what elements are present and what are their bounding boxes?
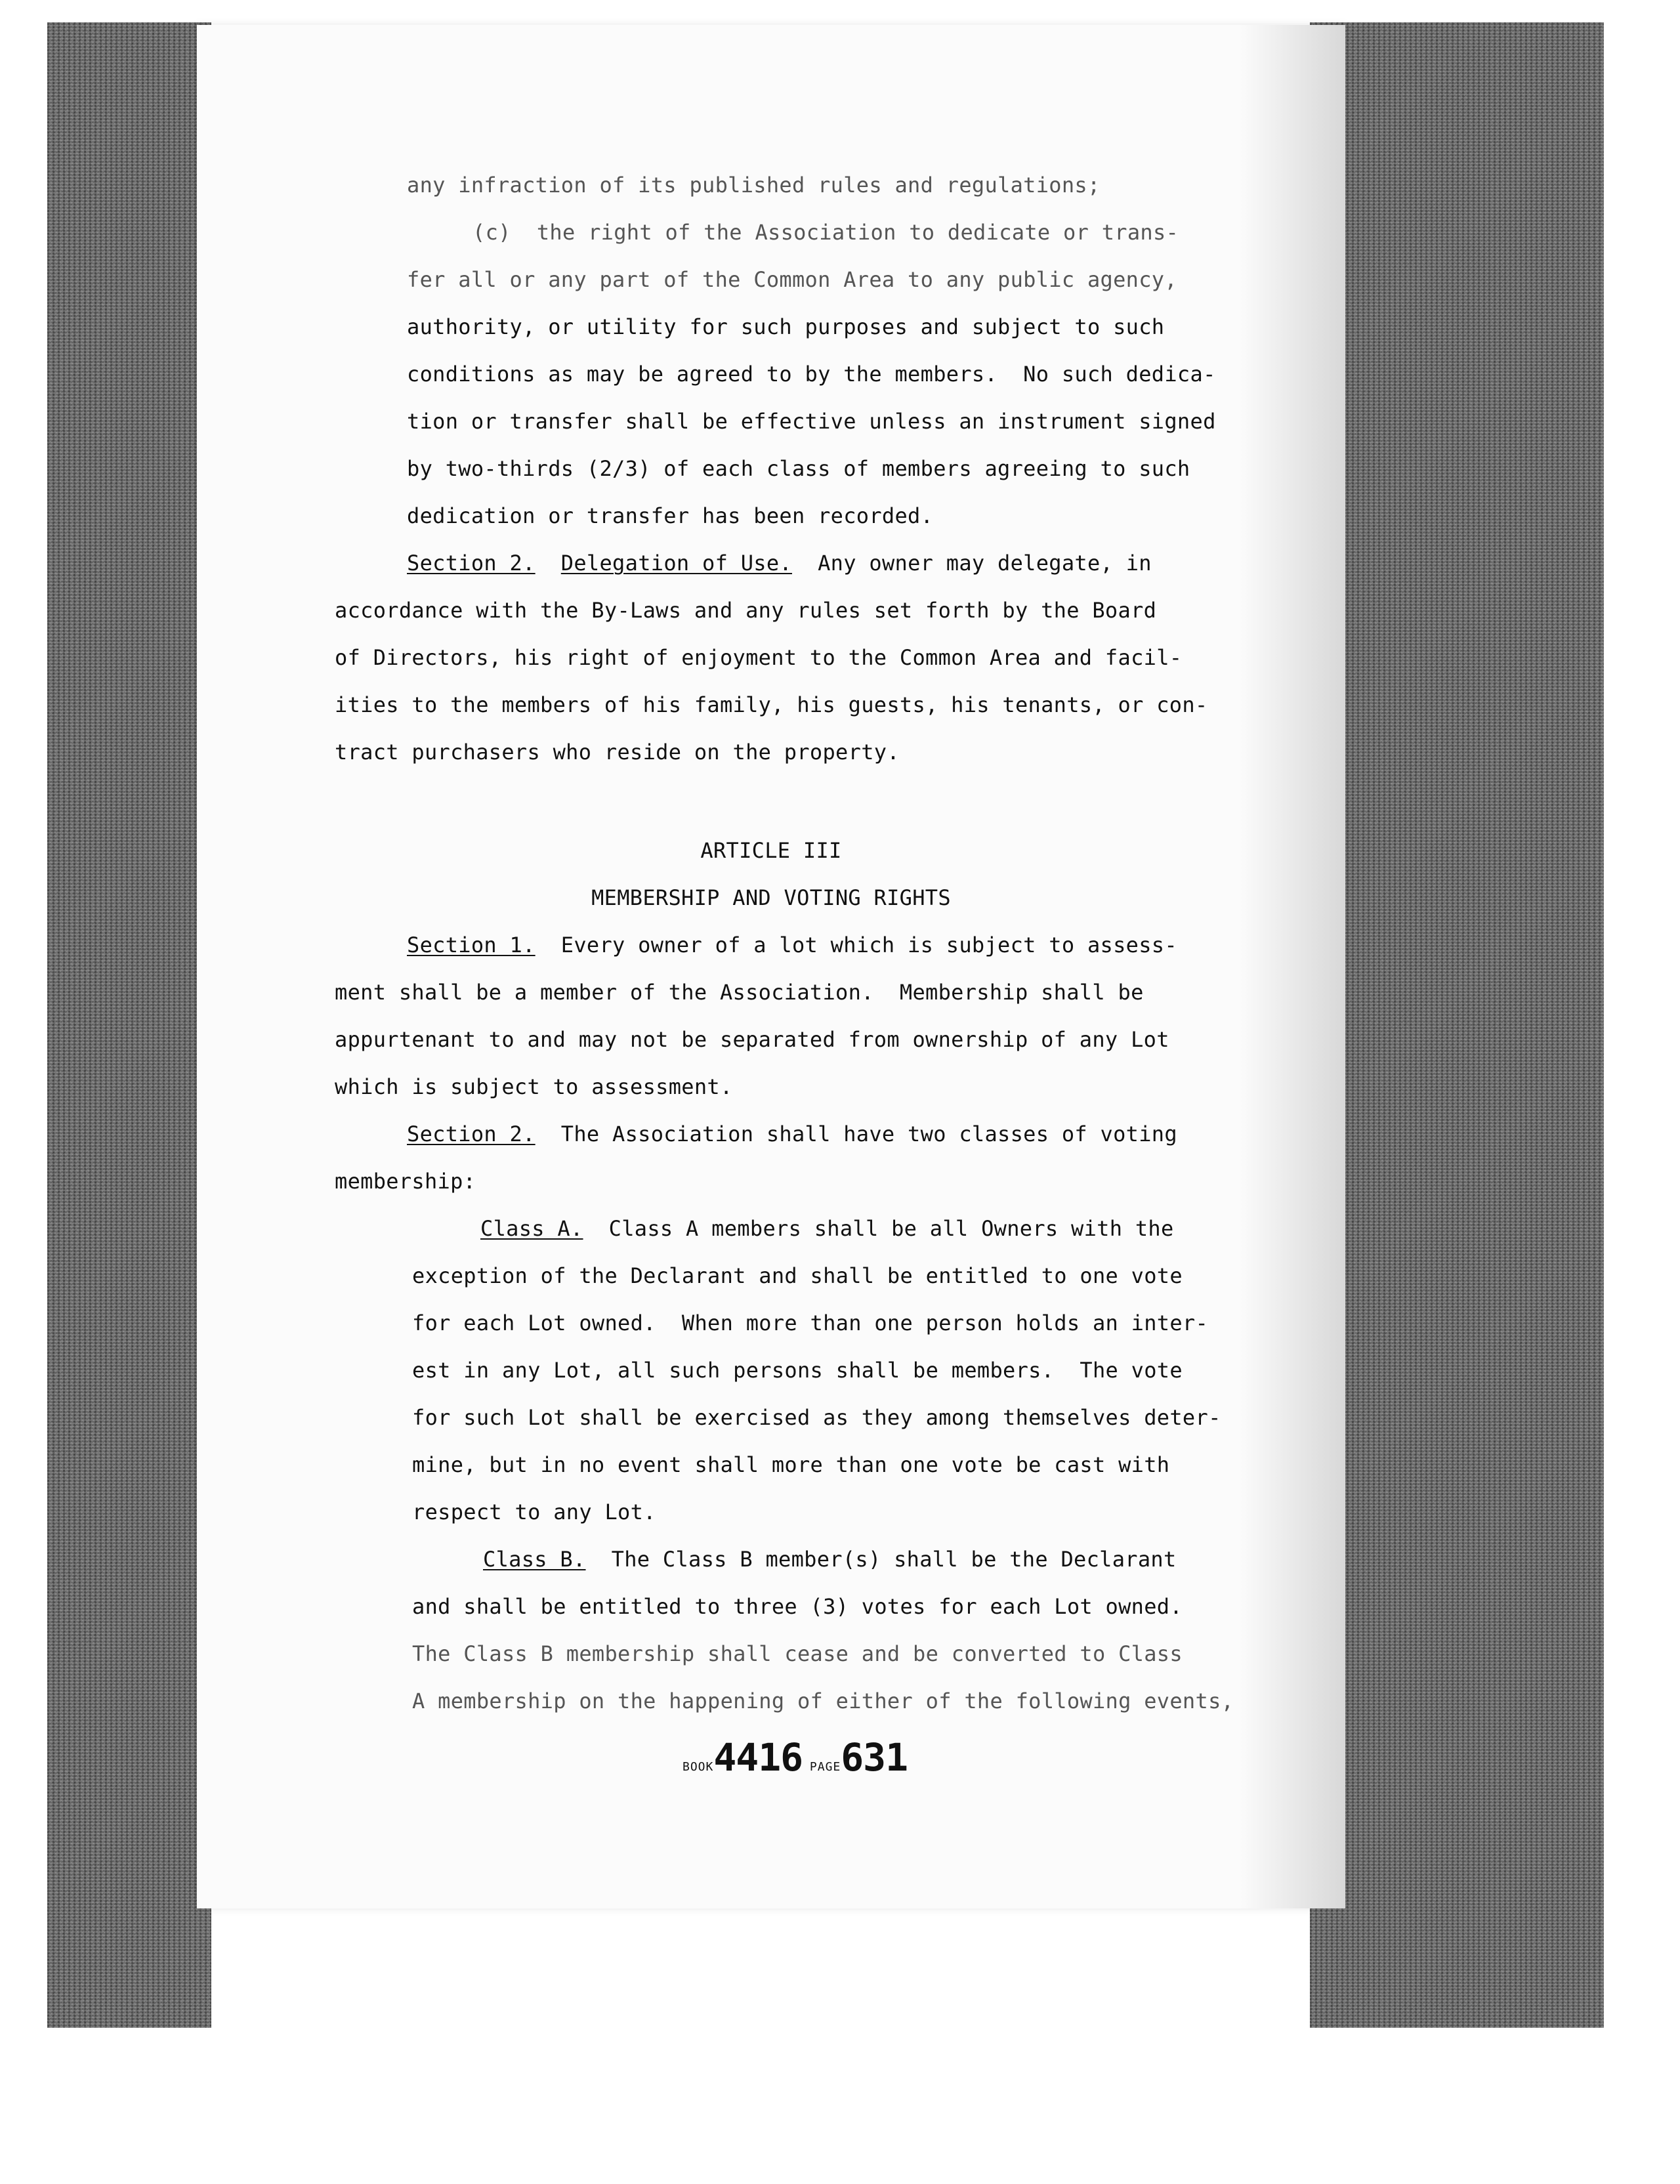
class-b-paragraph-start <box>483 1546 1177 1572</box>
text-line-11: of Directors, his right of enjoyment to the Common Area and facil- <box>335 645 1183 670</box>
text-line-28: respect to any Lot. <box>412 1500 656 1524</box>
section-1-paragraph-start <box>407 932 1177 958</box>
class-b-heading: Class B. <box>483 1547 586 1572</box>
section-2-use-text: Any owner may delegate, in <box>791 551 1152 576</box>
page-number: 631 <box>841 1735 908 1780</box>
document-page <box>197 25 1345 1908</box>
text-line-13: tract purchasers who reside on the property. <box>335 740 900 765</box>
class-a-text: Class A members shall be all Owners with the <box>583 1216 1174 1241</box>
section-2-heading: Section 2. <box>407 551 536 576</box>
text-line-8: dedication or transfer has been recorded. <box>407 503 934 528</box>
text-line-27: mine, but in no event shall more than one vote be cast with <box>412 1452 1170 1477</box>
section-1-text: Every owner of a lot which is subject to assess- <box>535 933 1177 957</box>
scan-right-border <box>1310 22 1604 2028</box>
book-page-stamp <box>682 1735 908 1780</box>
class-b-text: The Class B member(s) shall be the Declarant <box>585 1547 1177 1572</box>
text-line-7: by two-thirds (2/3) of each class of members agreeing to such <box>407 456 1190 481</box>
text-line-32: A membership on the happening of either of the following events, <box>412 1689 1234 1713</box>
class-a-heading: Class A. <box>480 1216 583 1241</box>
text-line-23: exception of the Declarant and shall be entitled to one vote <box>412 1263 1183 1288</box>
section-2-voting-heading: Section 2. <box>407 1122 536 1146</box>
text-line-26: for such Lot shall be exercised as they among themselves deter- <box>412 1405 1221 1430</box>
delegation-of-use-title: Delegation of Use. <box>560 551 792 576</box>
section-1-heading: Section 1. <box>407 933 536 957</box>
text-line-10: accordance with the By-Laws and any rules set forth by the Board <box>335 598 1157 623</box>
scan-left-border <box>47 22 211 2028</box>
text-line-5: conditions as may be agreed to by the members. No such dedica- <box>407 362 1216 387</box>
section-2-voting-paragraph-start <box>407 1121 1177 1147</box>
section-2-voting-text: The Association shall have two classes of voting <box>535 1122 1177 1146</box>
text-line-24: for each Lot owned. When more than one person holds an inter- <box>412 1311 1209 1335</box>
text-line-1: any infraction of its published rules and regulations; <box>407 173 1101 198</box>
text-line-12: ities to the members of his family, his guests, his tenants, or con- <box>335 692 1208 717</box>
text-line-3: fer all or any part of the Common Area to any public agency, <box>407 267 1177 292</box>
section-2-use-paragraph-start <box>407 550 1152 576</box>
article-number: ARTICLE III <box>700 838 842 863</box>
text-line-31: The Class B membership shall cease and be converted to Class <box>412 1641 1183 1666</box>
text-line-30: and shall be entitled to three (3) votes for each Lot owned. <box>412 1594 1183 1619</box>
text-line-19: which is subject to assessment. <box>335 1074 733 1099</box>
book-label: BOOK <box>682 1760 714 1774</box>
page-label: PAGE <box>809 1760 841 1774</box>
text-line-21: membership: <box>335 1169 476 1194</box>
text-line-6: tion or transfer shall be effective unless an instrument signed <box>407 409 1216 434</box>
text-line-2: (c) the right of the Association to dedicate or trans- <box>472 220 1179 245</box>
text-line-4: authority, or utility for such purposes and subject to such <box>407 314 1165 339</box>
text-line-17: ment shall be a member of the Association. Membership shall be <box>335 980 1144 1005</box>
book-number: 4416 <box>713 1735 803 1780</box>
article-title: MEMBERSHIP AND VOTING RIGHTS <box>591 885 951 910</box>
class-a-paragraph-start <box>480 1215 1174 1242</box>
page-edge-shadow <box>1240 25 1345 1908</box>
text-line-25: est in any Lot, all such persons shall be members. The vote <box>412 1358 1183 1383</box>
text-line-18: appurtenant to and may not be separated from ownership of any Lot <box>335 1027 1169 1052</box>
